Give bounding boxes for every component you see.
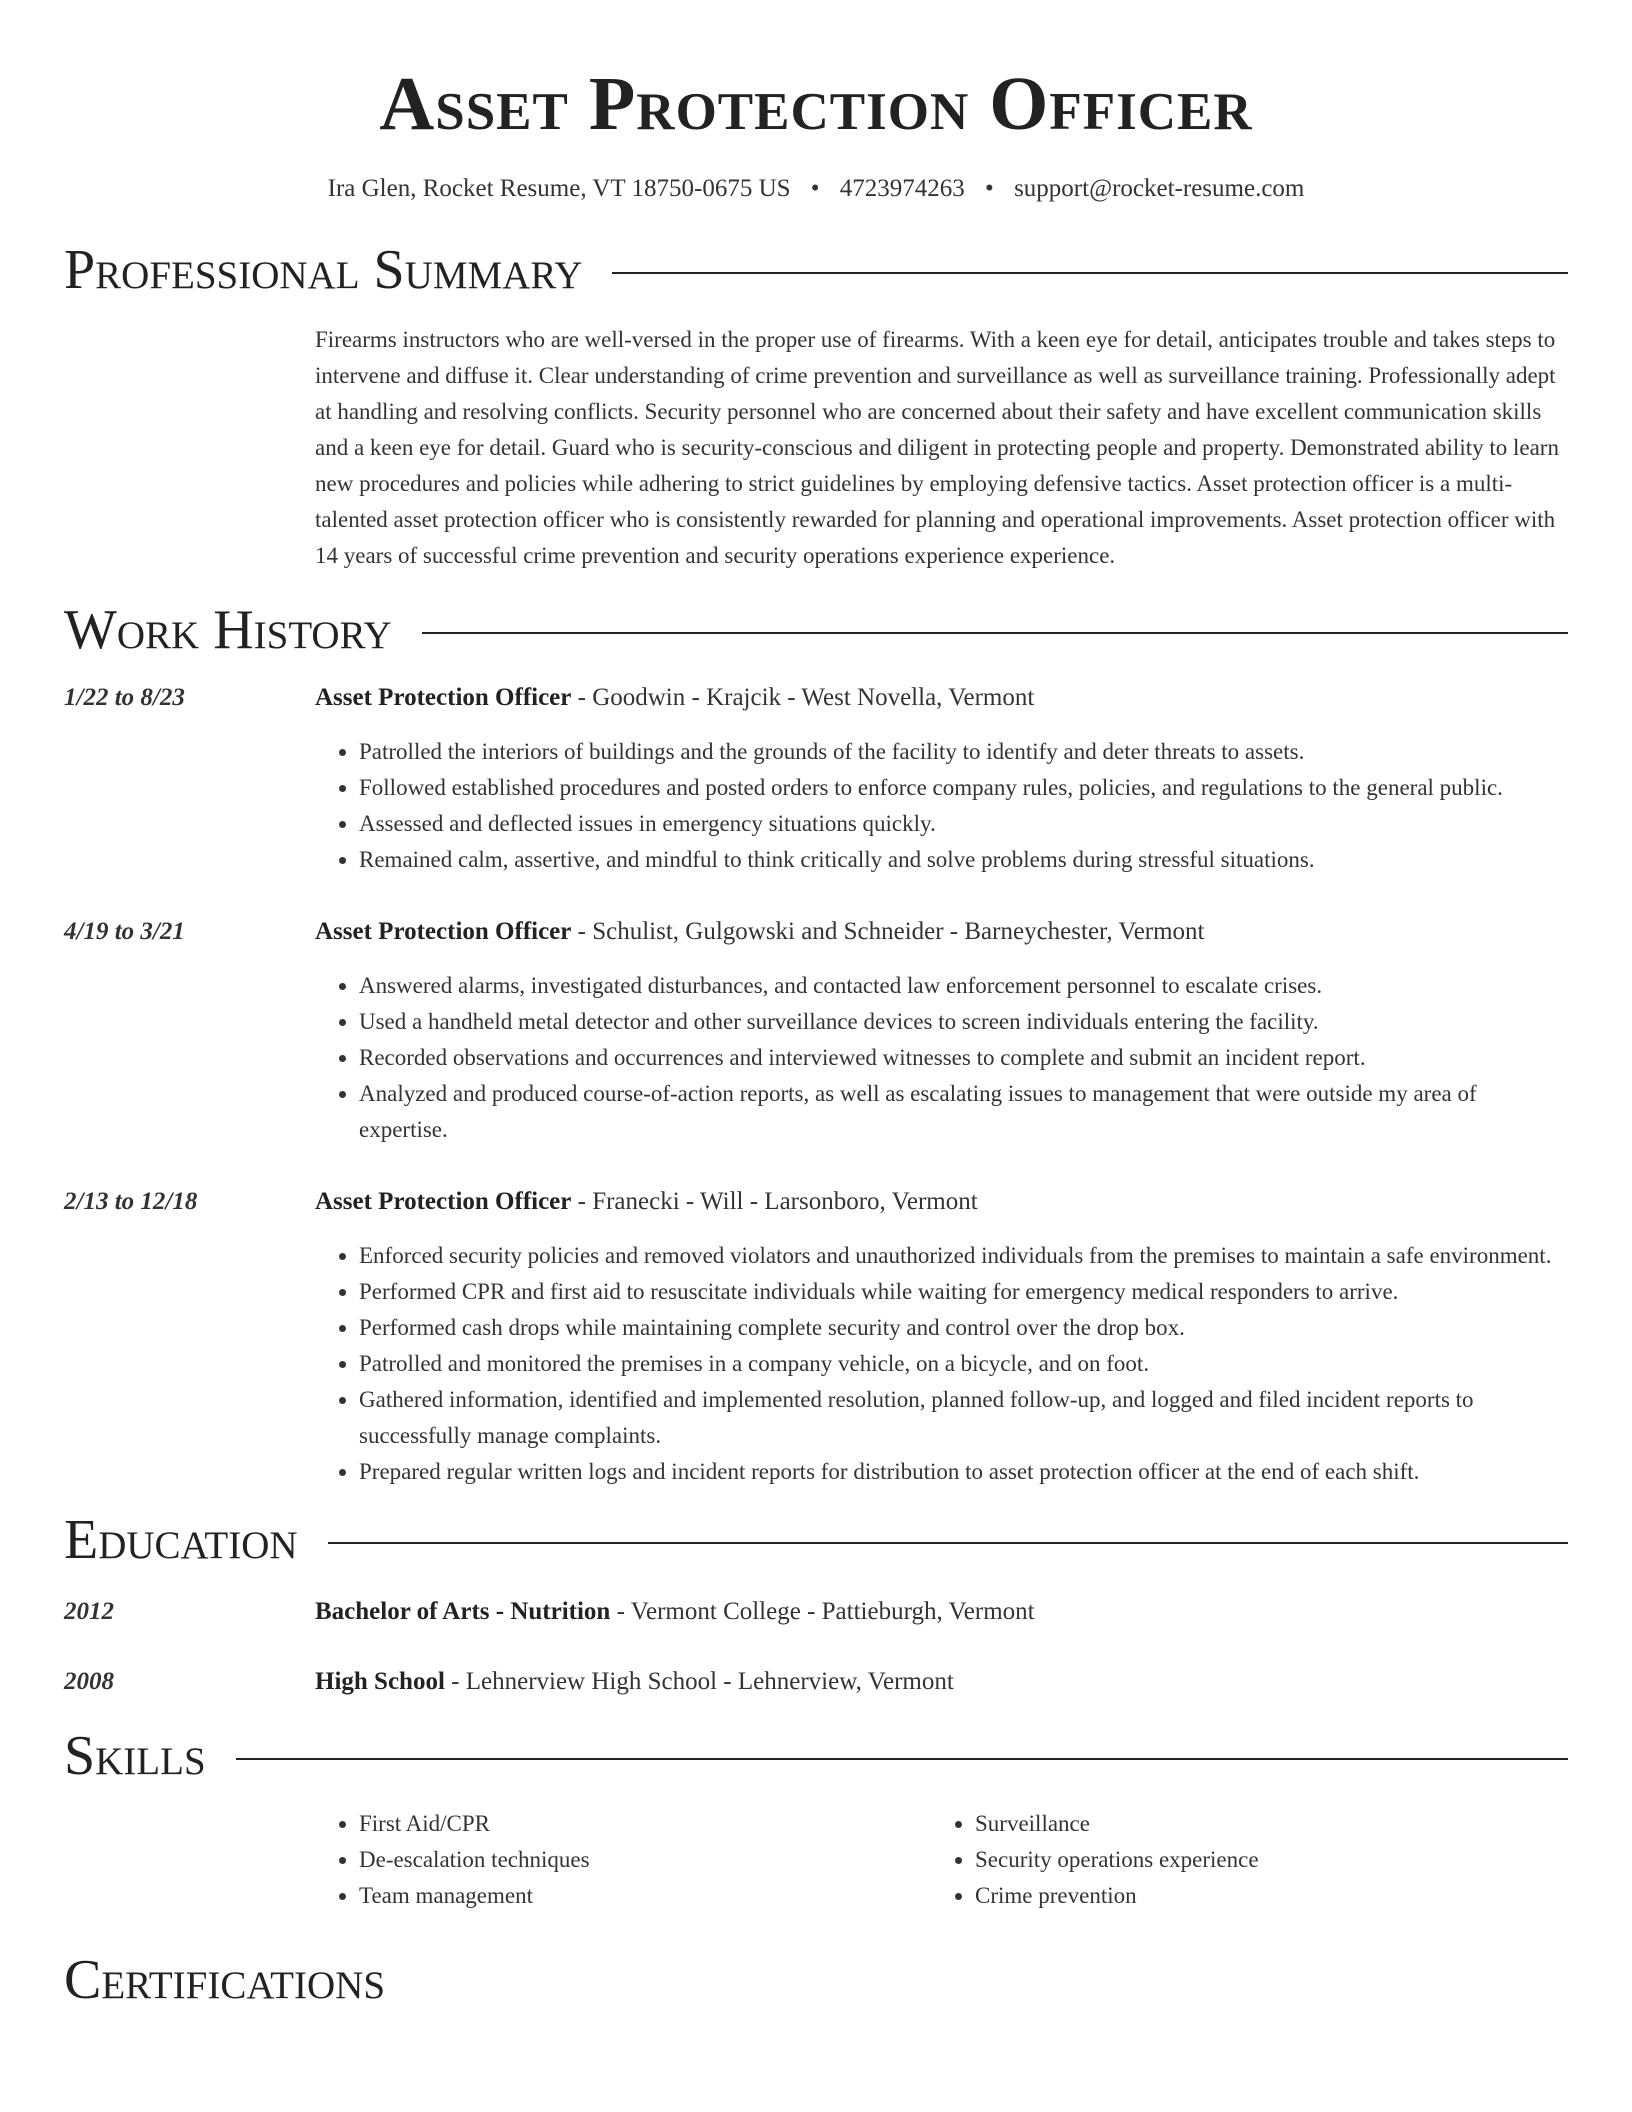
job-bullets [315, 1238, 1568, 1490]
education-date: 2008 [64, 1668, 114, 1695]
education-heading: Education [64, 1509, 298, 1571]
job-bullet: • Gathered information, identified and implemented resolution, planned follow-up, and logged and filed incident reports to successfully manage complaints. [359, 1382, 1568, 1454]
job-title: Asset Protection Officer [315, 684, 572, 711]
skills-section-header [64, 1726, 1568, 1786]
contact-separator: • [985, 175, 994, 202]
contact-line [64, 174, 1568, 204]
skills-list [315, 1806, 1568, 1914]
job-details: - Schulist, Gulgowski and Schneider - Barneychester, Vermont [571, 918, 1205, 945]
skills-column-right [931, 1806, 1547, 1914]
education-details: - Vermont College - Pattieburgh, Vermont [610, 1598, 1035, 1625]
job-bullet: • Recorded observations and occurrences and interviewed witnesses to complete and submit an incident report. [359, 1040, 1568, 1076]
job-bullet: • Followed established procedures and posted orders to enforce company rules, policies, and regulations to the general public. [359, 770, 1568, 806]
summary-text: Firearms instructors who are well-versed in the proper use of firearms. With a keen eye for detail, anticipates trouble and takes steps to intervene and diffuse it. Clear understanding of crime prevention and surveillance as well as surveillance training. Professionally adept at handling and resolving conflicts. Security personnel who are concerned about their safety and have excellent communication skills and a keen eye for detail. Guard who is security-conscious and diligent in protecting people and property. Demonstrated ability to learn new procedures and policies while adhering to strict guidelines by employing defensive tactics. Asset protection officer is a multi-talented asset protection officer who is consistently rewarded for planning and operational improvements. Asset protection officer with 14 years of successful crime prevention and security operations experience experience. [315, 327, 1559, 568]
job-bullets [315, 968, 1568, 1148]
job-role-line [315, 1184, 1568, 1220]
job-bullet: • Patrolled and monitored the premises in a company vehicle, on a bicycle, and on foot. [359, 1346, 1568, 1382]
skills-heading: Skills [64, 1725, 206, 1787]
job-role-line [315, 914, 1568, 950]
certifications-heading: Certifications [64, 1949, 386, 2011]
job-content [315, 1184, 1568, 1490]
job-bullet: • Used a handheld metal detector and other surveillance devices to screen individuals entering the facility. [359, 1004, 1568, 1040]
job-bullet: • Answered alarms, investigated disturbances, and contacted law enforcement personnel to escalate crises. [359, 968, 1568, 1004]
job-bullet: • Patrolled the interiors of buildings and the grounds of the facility to identify and deter threats to assets. [359, 734, 1568, 770]
skill-item: • Team management [359, 1878, 931, 1914]
section-divider [612, 272, 1568, 274]
education-degree: High School [315, 1668, 445, 1695]
job-bullets [315, 734, 1568, 878]
job-date: 2/13 to 12/18 [64, 1188, 198, 1215]
education-entry [64, 1594, 1568, 1630]
resume-page [64, 0, 1568, 2010]
section-divider [236, 1758, 1568, 1760]
certifications-section-header [64, 1950, 1568, 2010]
education-section-header [64, 1510, 1568, 1570]
contact-separator: • [810, 175, 820, 202]
job-details: - Franecki - Will - Larsonboro, Vermont [571, 1188, 978, 1215]
job-role-line [315, 680, 1568, 716]
section-divider [422, 632, 1568, 634]
job-bullet: • Performed CPR and first aid to resuscitate individuals while waiting for emergency medical responders to arrive. [359, 1274, 1568, 1310]
education-date: 2012 [64, 1598, 114, 1625]
skill-item: • De-escalation techniques [359, 1842, 931, 1878]
skills-column-left [315, 1806, 931, 1914]
job-bullet: • Prepared regular written logs and incident reports for distribution to asset protection officer at the end of each shift. [359, 1454, 1568, 1490]
job-bullet: • Analyzed and produced course-of-action reports, as well as escalating issues to management that were outside my area of expertise. [359, 1076, 1568, 1148]
education-degree: Bachelor of Arts - Nutrition [315, 1598, 611, 1625]
job-entry [64, 680, 1568, 878]
job-entry [64, 1184, 1568, 1490]
job-entry [64, 914, 1568, 1148]
education-line [315, 1594, 1035, 1630]
education-line [315, 1664, 954, 1700]
work-heading: Work History [64, 599, 392, 661]
education-entry [64, 1664, 1568, 1700]
job-date: 1/22 to 8/23 [64, 684, 185, 711]
job-date: 4/19 to 3/21 [64, 918, 185, 945]
skill-item: • Surveillance [975, 1806, 1547, 1842]
skill-item: • First Aid/CPR [359, 1806, 931, 1842]
contact-address: Ira Glen, Rocket Resume, VT 18750-0675 US [327, 175, 791, 202]
contact-email: support@rocket-resume.com [1014, 175, 1305, 202]
skill-item: • Crime prevention [975, 1878, 1547, 1914]
contact-phone: 4723974263 [839, 175, 965, 202]
summary-heading: Professional Summary [64, 239, 583, 301]
job-details: - Goodwin - Krajcik - West Novella, Vermont [571, 684, 1035, 711]
resume-title: Asset Protection Officer [379, 62, 1253, 146]
job-content [315, 680, 1568, 878]
education-details: - Lehnerview High School - Lehnerview, Vermont [444, 1668, 954, 1695]
section-divider [328, 1542, 1568, 1544]
summary-section-header [64, 240, 1568, 300]
job-bullet: • Assessed and deflected issues in emergency situations quickly. [359, 806, 1568, 842]
job-title: Asset Protection Officer [315, 1188, 572, 1215]
job-bullet: • Performed cash drops while maintaining complete security and control over the drop box. [359, 1310, 1568, 1346]
job-content [315, 914, 1568, 1148]
work-section-header [64, 600, 1568, 660]
job-title: Asset Protection Officer [315, 918, 572, 945]
job-bullet: • Remained calm, assertive, and mindful to think critically and solve problems during stressful situations. [359, 842, 1568, 878]
skill-item: • Security operations experience [975, 1842, 1547, 1878]
job-bullet: • Enforced security policies and removed violators and unauthorized individuals from the premises to maintain a safe environment. [359, 1238, 1568, 1274]
